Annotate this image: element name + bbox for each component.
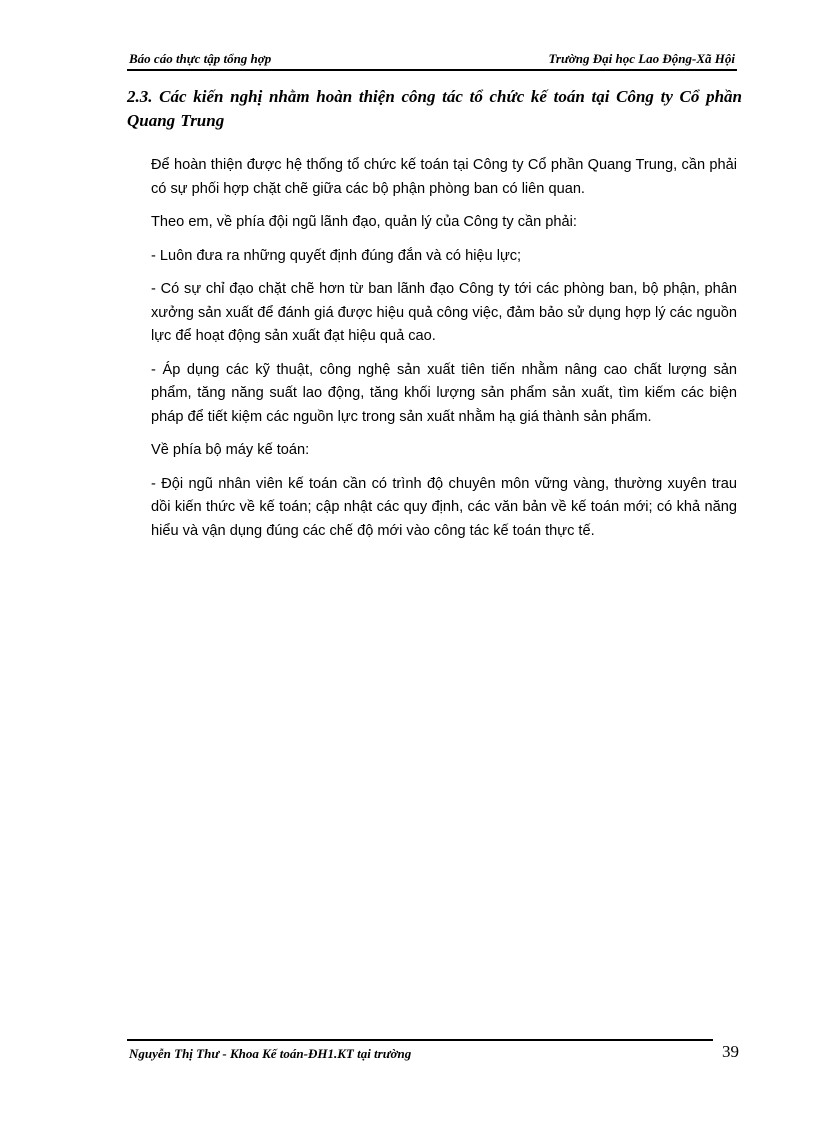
paragraph: - Áp dụng các kỹ thuật, công nghệ sản xuất tiên tiến nhằm nâng cao chất lượng sản phẩm, tăng năng suất lao động, tăng khối lượng sản phẩm sản xuất, tìm kiếm các biện pháp để tiết kiệm các nguồn lực trong sản xuất nhằm hạ giá thành sản phẩm. xyxy=(151,361,737,425)
university-name: Trường Đại học Lao Động-Xã Hội xyxy=(548,51,735,66)
author-line: Nguyễn Thị Thư - Khoa Kế toán-ĐH1.KT tại trường xyxy=(129,1046,412,1061)
page-header xyxy=(127,49,737,71)
paragraph: Để hoàn thiện được hệ thống tổ chức kế toán tại Công ty Cổ phần Quang Trung, cần phải có sự phối hợp chặt chẽ giữa các bộ phận phòng ban có liên quan. xyxy=(151,157,737,197)
footer-divider xyxy=(127,1039,713,1041)
paragraph: - Có sự chỉ đạo chặt chẽ hơn từ ban lãnh đạo Công ty tới các phòng ban, bộ phận, phân xưởng sản xuất để đánh giá được hiệu quả công việc, đảm bảo sử dụng hợp lý các nguồn lực để hoạt động sản xuất đạt hiệu quả cao. xyxy=(151,281,737,344)
paragraph: - Đội ngũ nhân viên kế toán cần có trình độ chuyên môn vững vàng, thường xuyên trau dồi kiến thức về kế toán; cập nhật các quy định, các văn bản về kế toán mới; có khả năng hiểu và vận dụng đúng các chế độ mới vào công tác kế toán thực tế. xyxy=(151,475,737,539)
page-number: 39 xyxy=(722,1042,739,1061)
report-title: Báo cáo thực tập tổng hợp xyxy=(129,51,272,66)
section-body xyxy=(151,154,737,553)
paragraph: Về phía bộ máy kế toán: xyxy=(151,442,310,458)
paragraph: - Luôn đưa ra những quyết định đúng đắn và có hiệu lực; xyxy=(151,247,522,264)
paragraph: Theo em, về phía đội ngũ lãnh đạo, quản lý của Công ty cần phải: xyxy=(151,214,577,230)
page-footer xyxy=(127,1039,739,1065)
section-title: 2.3. Các kiến nghị nhằm hoàn thiện công tác tổ chức kế toán tại Công ty Cổ phần Quang Trung xyxy=(127,87,742,130)
